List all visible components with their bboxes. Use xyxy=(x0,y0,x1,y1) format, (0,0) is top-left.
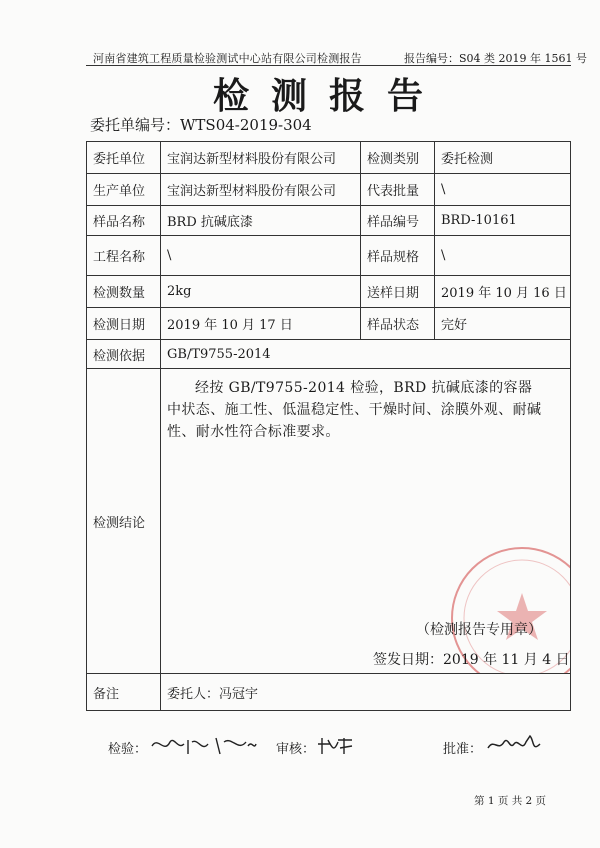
sample-name-label: 样品名称 xyxy=(87,206,161,236)
client-value: 宝润达新型材料股份有限公司 xyxy=(161,142,361,174)
table-row xyxy=(87,308,571,340)
table-row xyxy=(87,206,571,236)
sample-name-value: BRD 抗碱底漆 xyxy=(161,206,361,236)
table-row xyxy=(87,340,571,369)
table-row xyxy=(87,174,571,206)
approver-signature xyxy=(484,730,544,758)
sample-state-label: 样品状态 xyxy=(361,308,435,340)
producer-value: 宝润达新型材料股份有限公司 xyxy=(161,174,361,206)
approver-label: 批准： xyxy=(443,742,483,757)
test-type-value: 委托检测 xyxy=(435,142,571,174)
page-title: 检测报告 xyxy=(212,76,445,117)
reviewer-signature xyxy=(316,734,356,756)
reviewer-label: 审核： xyxy=(276,742,316,757)
table-row xyxy=(87,276,571,308)
header-org: 河南省建筑工程质量检验测试中心站有限公司检测报告 xyxy=(93,52,362,65)
report-table xyxy=(86,141,571,711)
inspector-label: 检验： xyxy=(108,742,148,757)
issue-date: 签发日期：2019 年 11 月 4 日 xyxy=(373,652,570,668)
batch-value: \ xyxy=(435,174,571,206)
basis-value: GB/T9755-2014 xyxy=(161,340,571,369)
project-value: \ xyxy=(161,236,361,276)
remark-value: 委托人：冯冠宇 xyxy=(161,674,571,711)
entrust-number: 委托单编号：WTS04-2019-304 xyxy=(90,116,312,134)
test-type-label: 检测类别 xyxy=(361,142,435,174)
qty-value: 2kg xyxy=(161,276,361,308)
header-report-no: 报告编号：S04 类 2019 年 1561 号 xyxy=(404,52,588,65)
spec-value: \ xyxy=(435,236,571,276)
send-date-value: 2019 年 10 月 16 日 xyxy=(435,276,571,308)
spec-label: 样品规格 xyxy=(361,236,435,276)
test-date-value: 2019 年 10 月 17 日 xyxy=(161,308,361,340)
inspector-signature xyxy=(148,732,258,758)
producer-label: 生产单位 xyxy=(87,174,161,206)
sample-no-label: 样品编号 xyxy=(361,206,435,236)
client-label: 委托单位 xyxy=(87,142,161,174)
qty-label: 检测数量 xyxy=(87,276,161,308)
seal-caption: （检测报告专用章） xyxy=(416,622,542,638)
table-row xyxy=(87,142,571,174)
header-divider xyxy=(86,65,571,66)
project-label: 工程名称 xyxy=(87,236,161,276)
page-number: 第 1 页 共 2 页 xyxy=(474,795,547,807)
table-row xyxy=(87,236,571,276)
table-row xyxy=(87,369,571,674)
sample-no-value: BRD-10161 xyxy=(435,206,571,236)
send-date-label: 送样日期 xyxy=(361,276,435,308)
basis-label: 检测依据 xyxy=(87,340,161,369)
sample-state-value: 完好 xyxy=(435,308,571,340)
conclusion-text: 经按 GB/T9755-2014 检验，BRD 抗碱底漆的容器中状态、施工性、低温稳定性、干燥时间、涂膜外观、耐碱性、耐水性符合标准要求。 xyxy=(167,380,542,440)
remark-label: 备注 xyxy=(87,674,161,711)
test-date-label: 检测日期 xyxy=(87,308,161,340)
conclusion-cell xyxy=(161,369,571,674)
table-row xyxy=(87,674,571,711)
conclusion-label: 检测结论 xyxy=(87,369,161,674)
batch-label: 代表批量 xyxy=(361,174,435,206)
